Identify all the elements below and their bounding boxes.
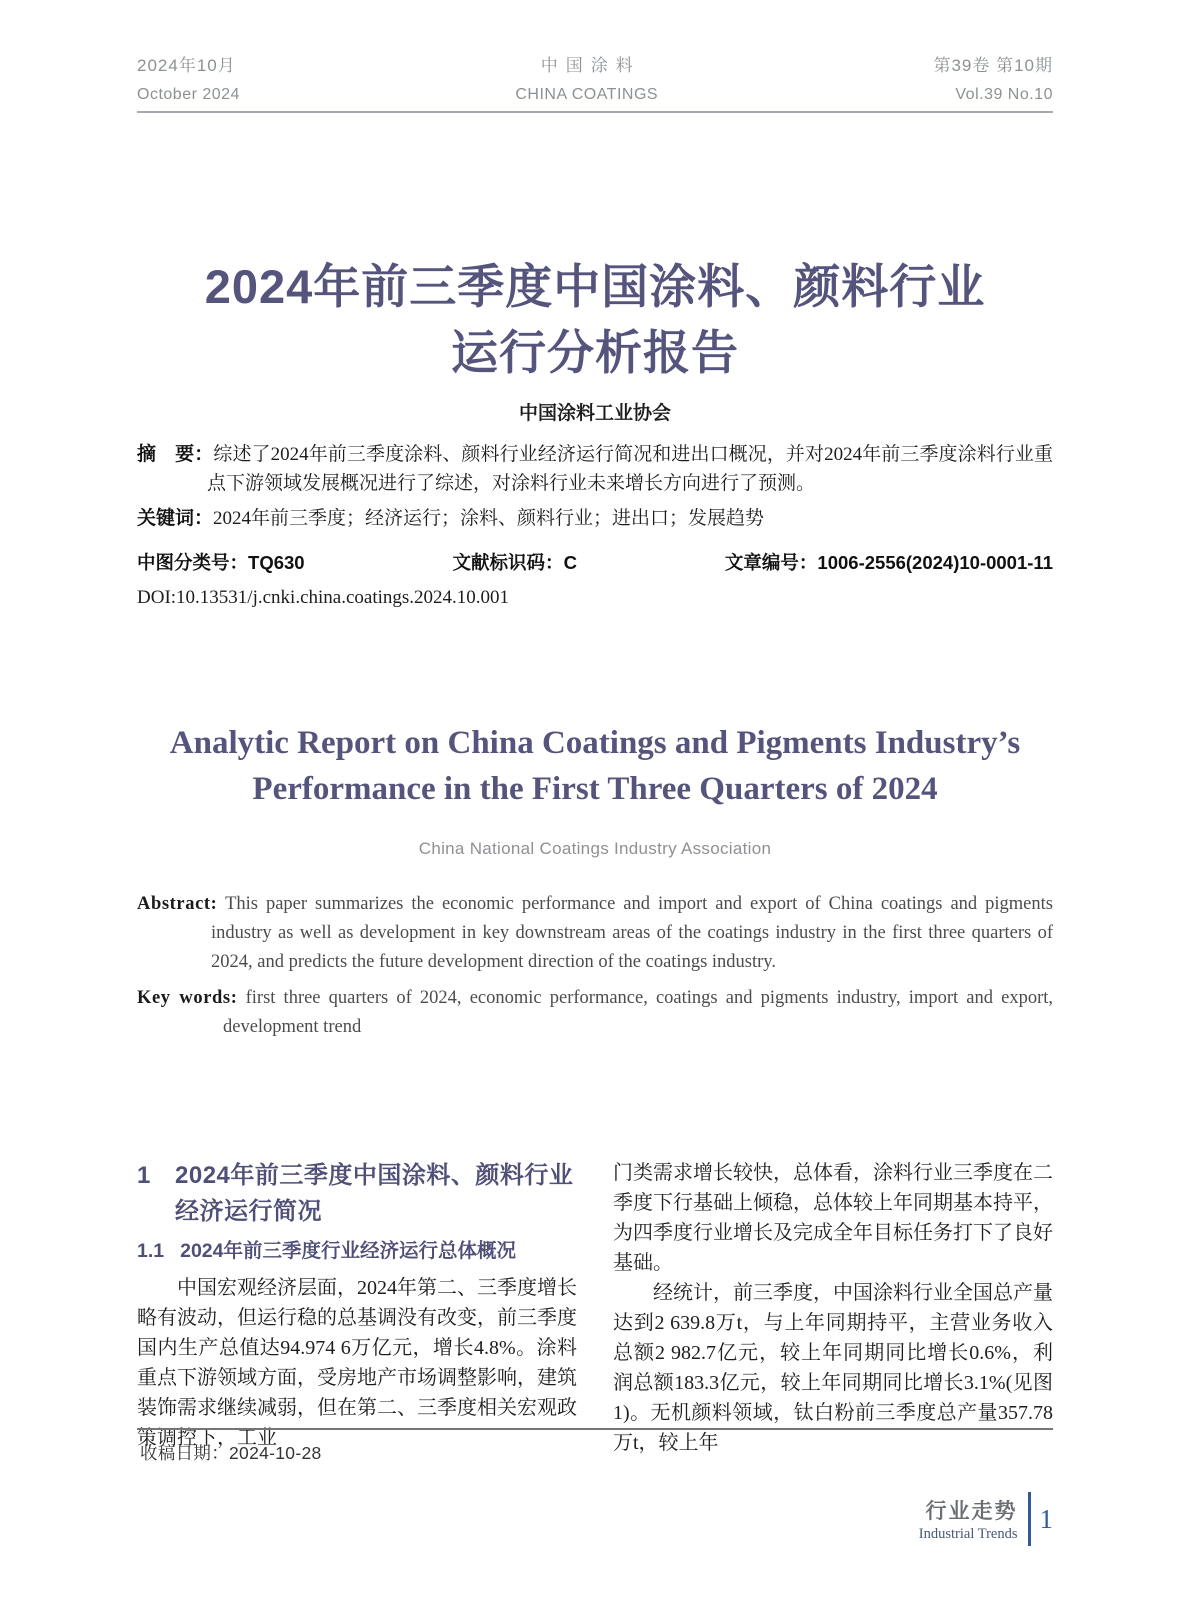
issue-date-zh: 2024年10月 — [137, 56, 236, 75]
classification-row — [137, 549, 1053, 575]
abstract-text-en: This paper summarizes the economic performance and import and export of China coatings and pigments industry as well as development in key downstream areas of the coatings industry in the first three quarters of 2024, and predicts the future development direction of the coatings industry. — [211, 894, 1053, 972]
keywords-zh — [137, 505, 1053, 534]
document-code-value: C — [563, 551, 577, 573]
abstract-en — [137, 890, 1053, 977]
keywords-text-en: first three quarters of 2024, economic performance, coatings and pigments industry, import and export, development trend — [223, 988, 1053, 1037]
clc-number — [137, 549, 305, 575]
article-number-label: 文章编号： — [724, 551, 818, 573]
page-folio — [919, 1492, 1053, 1546]
article-title-en-line2: Performance in the First Three Quarters of 2024 — [252, 771, 938, 807]
running-head-date — [137, 54, 240, 107]
author-zh: 中国涂料工业协会 — [518, 403, 671, 424]
abstract-zh — [137, 441, 1053, 498]
running-head — [137, 54, 1053, 107]
article-title-zh-line1: 2024年前三季度中国涂料、颜料行业 — [204, 260, 986, 313]
article-number-value: 1006-2556(2024)10-0001-11 — [817, 551, 1053, 573]
column-name — [919, 1495, 1018, 1543]
keywords-text-zh: 2024年前三季度；经济运行；涂料、颜料行业；进出口；发展趋势 — [213, 508, 765, 529]
english-block — [137, 720, 1053, 1042]
section-1-1-title: 2024年前三季度行业经济运行总体概况 — [180, 1240, 516, 1262]
section-1-title: 2024年前三季度中国涂料、颜料行业经济运行简况 — [175, 1162, 574, 1225]
abstract-label-en: Abstract: — [137, 894, 218, 914]
received-date: 收稿日期：2024-10-28 — [140, 1443, 322, 1463]
clc-label: 中图分类号： — [137, 551, 249, 573]
clc-value: TQ630 — [248, 551, 305, 573]
body-column-left — [137, 1158, 577, 1458]
document-code-label: 文献标识码： — [452, 551, 564, 573]
paragraph-left: 中国宏观经济层面，2024年第二、三季度增长略有波动，但运行稳的总基调没有改变，前三季度国内生产总值达94.974 6万亿元，增长4.8%。涂料重点下游领域方面，受房地产市场调整影响，建筑装饰需求继续减弱，但在第二、三季度相关宏观政策调控下，工业 — [137, 1277, 577, 1449]
article-title-en — [137, 720, 1053, 812]
page-number: 1 — [1039, 1503, 1053, 1534]
body-columns — [137, 1158, 1053, 1458]
abstract-label-zh: 摘 要： — [137, 444, 214, 465]
document-code — [453, 549, 577, 575]
volume-issue-zh: 第39卷 第10期 — [933, 56, 1053, 75]
journal-name-en: CHINA COATINGS — [515, 86, 659, 103]
keywords-label-zh: 关键词： — [137, 508, 214, 529]
journal-name-zh: 中国涂料 — [540, 56, 641, 75]
paragraph-right-continuation: 门类需求增长较快，总体看，涂料行业三季度在二季度下行基础上倾稳，总体较上年同期基本持平，为四季度行业增长及完成全年目标任务打下了良好基础。 — [613, 1162, 1053, 1274]
article-number — [725, 549, 1053, 575]
body-column-right — [613, 1158, 1053, 1458]
running-head-issue — [933, 54, 1053, 107]
footnote-divider — [137, 1428, 1053, 1430]
doi: DOI:10.13531/j.cnki.china.coatings.2024.10.001 — [137, 586, 510, 608]
article-title-zh-line2: 运行分析报告 — [451, 326, 739, 379]
keywords-label-en: Key words: — [137, 988, 238, 1008]
abstract-text-zh: 综述了2024年前三季度涂料、颜料行业经济运行简况和进出口概况，并对2024年前三季度涂料行业重点下游领域发展概况进行了综述，对涂料行业未来增长方向进行了预测。 — [207, 444, 1053, 494]
keywords-en — [137, 984, 1053, 1042]
section-1-number: 1 — [137, 1162, 151, 1189]
paragraph-right-2: 经统计，前三季度，中国涂料行业全国总产量达到2 639.8万t，与上年同期持平，主营业务收入总额2 982.7亿元，较上年同期同比增长0.6%，利润总额183.3亿元，较上年同期同比增长3.1%(见图1)。无机颜料领域，钛白粉前三季度总产量357.78万t，较上年 — [613, 1282, 1053, 1454]
header-divider — [137, 111, 1053, 113]
folio-divider-bar — [1028, 1492, 1031, 1546]
issue-date-en: October 2024 — [137, 86, 240, 103]
article-title-zh — [100, 254, 1090, 386]
author-en: China National Coatings Industry Association — [418, 839, 772, 858]
column-name-en: Industrial Trends — [918, 1526, 1018, 1542]
chinese-meta-block — [137, 441, 1053, 609]
section-1-1-heading — [137, 1237, 577, 1265]
section-1-1-number: 1.1 — [137, 1240, 165, 1262]
column-name-zh: 行业走势 — [925, 1500, 1018, 1523]
section-1-heading — [137, 1158, 577, 1230]
volume-issue-en: Vol.39 No.10 — [955, 86, 1053, 103]
running-head-journal — [515, 54, 658, 107]
article-title-en-line1: Analytic Report on China Coatings and Pigments Industry’s — [169, 725, 1021, 761]
